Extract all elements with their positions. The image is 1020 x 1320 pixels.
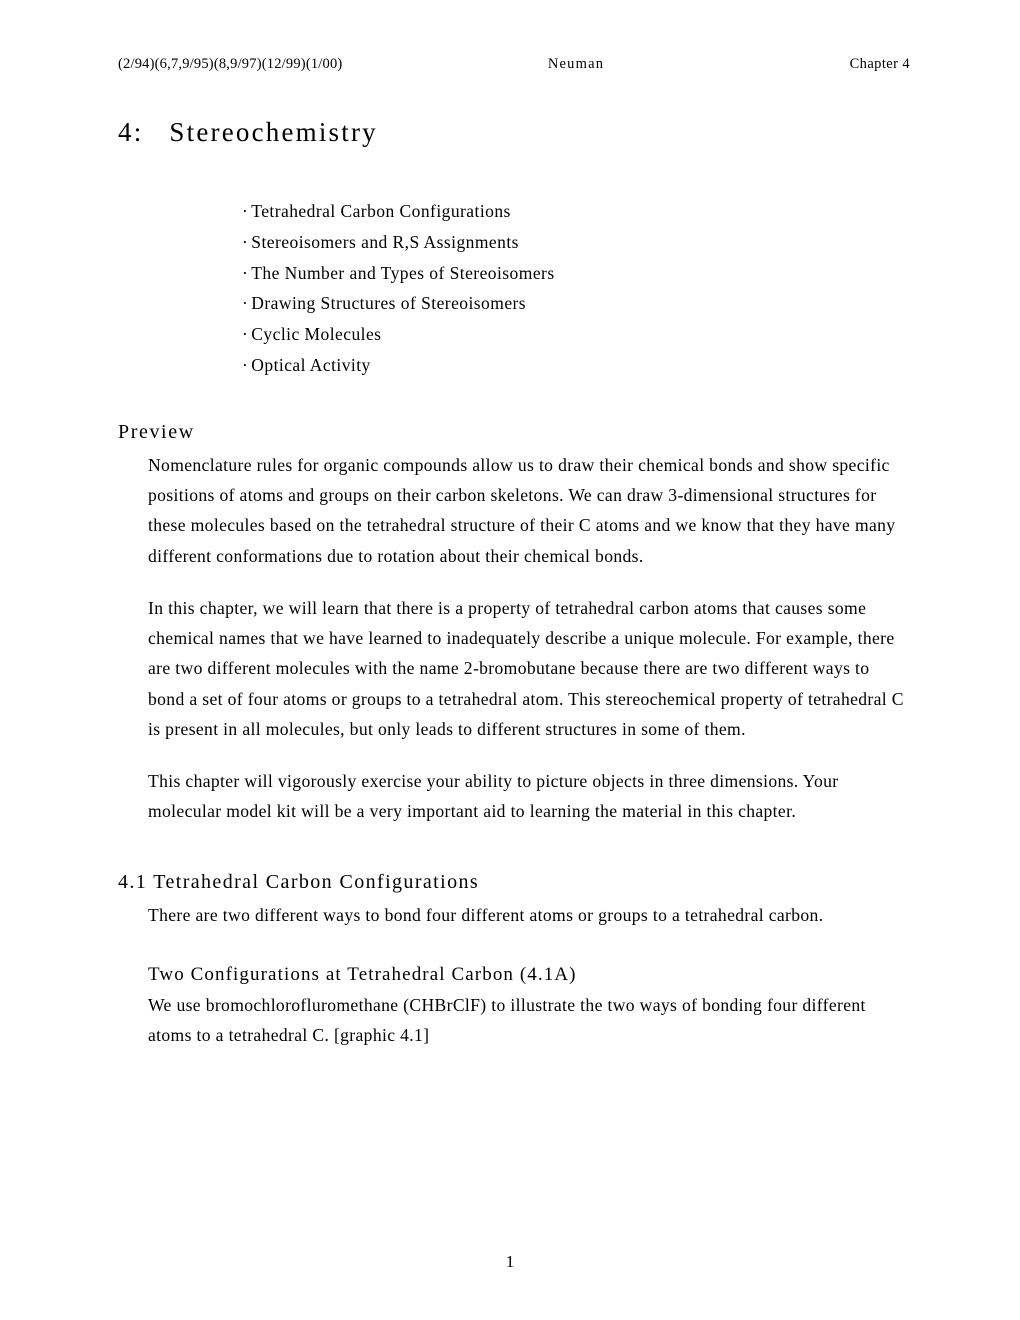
header-chapter: Chapter 4 (849, 56, 910, 72)
list-item-label: The Number and Types of Stereoisomers (251, 262, 555, 283)
bullet-icon: · (242, 231, 249, 252)
list-item (242, 288, 910, 319)
chapter-name: Stereochemistry (169, 117, 378, 147)
bullet-icon: · (242, 354, 249, 375)
bullet-icon: · (242, 201, 249, 221)
preview-paragraph-1: Nomenclature rules for organic compounds allow us to draw their chemical bonds and show specific positions of atoms and groups on their carbon skeletons. We can draw 3-dimensional structures for these molecules based on the tetrahedral structure of their C atoms and we know that they have many different conformations due to rotation about their chemical bonds. (148, 454, 896, 566)
subsection-4-1a-text: We use bromochlorofluromethane (CHBrClF) to illustrate the two ways of bonding four different atoms to a tetrahedral C. [graphic 4.1] (148, 994, 866, 1046)
list-item-label: Drawing Structures of Stereoisomers (251, 293, 527, 314)
list-item-label: Optical Activity (251, 354, 371, 375)
section-4-1-heading: 4.1 Tetrahedral Carbon Configurations (118, 870, 480, 893)
list-item-label: Tetrahedral Carbon Configurations (251, 201, 511, 221)
list-item-label: Stereoisomers and R,S Assignments (251, 231, 519, 252)
page-title (118, 117, 910, 148)
list-item (242, 196, 910, 227)
list-item (242, 258, 910, 289)
bullet-icon: · (242, 293, 249, 314)
list-item (242, 227, 910, 258)
bullet-icon: · (242, 262, 249, 283)
header-revision-dates: (2/94)(6,7,9/95)(8,9/97)(12/99)(1/00) (118, 56, 343, 72)
bullet-icon: · (242, 324, 249, 345)
list-item (242, 319, 910, 350)
preview-paragraph-2: In this chapter, we will learn that there is a property of tetrahedral carbon atoms that causes some chemical names that we have learned to inadequately describe a unique molecule. For example, there are two different molecules with the name 2-bromobutane because there are two different ways to bond a set of four atoms or groups to a tetrahedral atom. This stereochemical property of tetrahedral C is present in all molecules, but only leads to different structures in some of them. (148, 597, 904, 739)
preview-paragraph-3: This chapter will vigorously exercise your ability to picture objects in three dimensions. Your molecular model kit will be a very important aid to learning the material in this chapter. (148, 771, 839, 822)
running-head (118, 56, 910, 73)
page-number: 1 (505, 1252, 515, 1271)
list-item (242, 350, 910, 381)
list-item-label: Cyclic Molecules (251, 324, 382, 345)
subsection-4-1a-heading: Two Configurations at Tetrahedral Carbon (4.1A) (148, 963, 577, 985)
section-4-1-intro: There are two different ways to bond four different atoms or groups to a tetrahedral carbon. (148, 904, 824, 925)
header-author: Neuman (547, 56, 605, 72)
chapter-contents-list (242, 196, 910, 381)
preview-heading: Preview (118, 420, 195, 443)
chapter-number: 4: (118, 117, 144, 147)
